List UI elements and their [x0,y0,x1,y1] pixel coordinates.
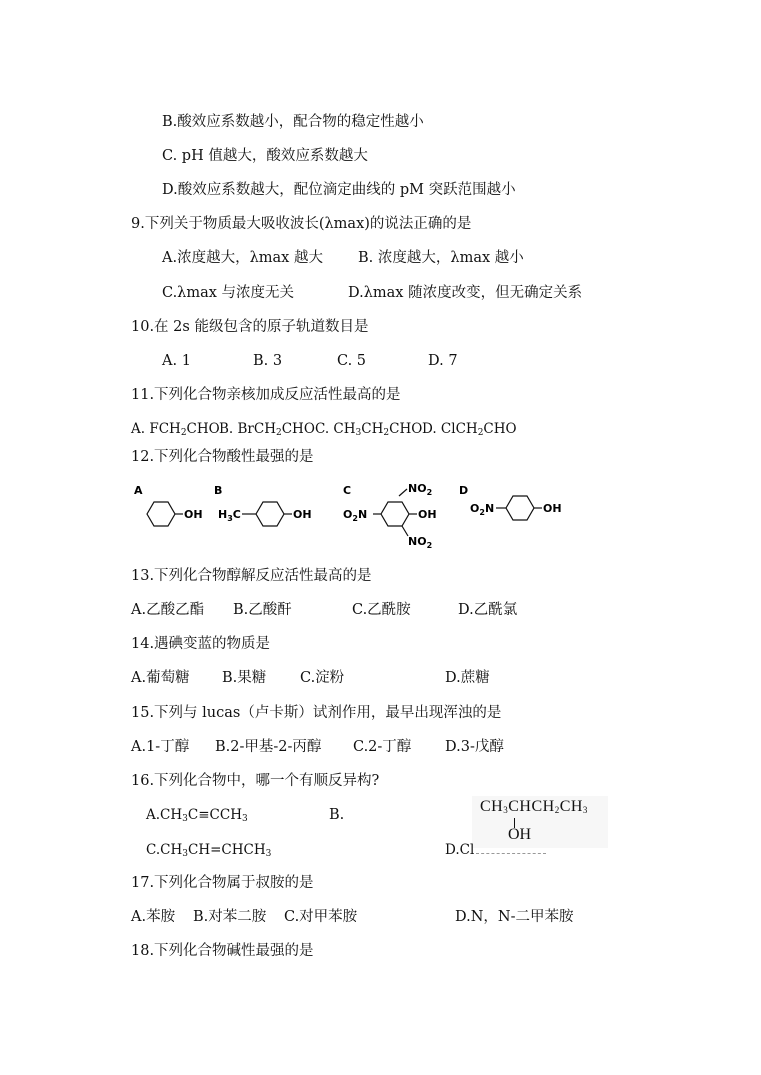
structure-chain: $CH_3CHCH_2CH_3$ [480,798,588,815]
q11-stem: 11.下列化合物亲核加成反应活性最高的是 [131,387,401,403]
q12-stem: 12.下列化合物酸性最强的是 [131,449,314,465]
q9-option-b: B. 浓度越大，λmax 越小 [358,250,524,266]
q10-option-a: A. 1 [162,353,191,369]
q9-option-c: C.λmax 与浓度无关 [162,285,295,301]
q16-option-b: B. [329,807,345,823]
svg-text:NO2: $NO_2$ [408,482,433,497]
q17-option-a: A.苯胺 [131,909,176,925]
q17-option-d: D.N，N-二甲苯胺 [455,909,574,925]
q13-stem: 13.下列化合物醇解反应活性最高的是 [131,568,372,584]
q12-label-a: A [134,484,143,497]
q16-option-a: $A.CH_3C\equiv CCH_3$ [146,807,248,824]
q17-stem: 17.下列化合物属于叔胺的是 [131,875,314,891]
q11-option-d: D. ClCH$_2$CHO [422,421,517,438]
q14-stem: 14.遇碘变蓝的物质是 [131,636,271,652]
q11-option-a: A. $FCH_2CHO$ [131,421,220,438]
q8-option-b: B.酸效应系数越小，配合物的稳定性越小 [162,114,424,130]
picric-acid-structure [343,482,437,550]
q14-option-b: B.果糖 [222,670,267,686]
q13-option-b: B.乙酸酐 [233,602,292,618]
q16-stem: 16.下列化合物中，哪一个有顺反异构? [131,773,380,789]
truncated-structure [476,845,546,854]
structure-oh: OH [508,826,532,843]
q17-option-c: C.对甲苯胺 [284,909,358,925]
q14-option-a: A.葡萄糖 [131,670,190,686]
q14-option-c: C.淀粉 [300,670,345,686]
q13-option-a: A.乙酸乙酯 [131,602,205,618]
q15-option-b: B.2-甲基-2-丙醇 [215,739,322,755]
svg-text:NO2: $NO_2$ [408,535,433,550]
q12-label-c: C [343,484,352,497]
svg-text:OH: OH [418,508,437,521]
q18-stem: 18.下列化合物碱性最强的是 [131,943,314,959]
svg-text:OH: OH [293,508,312,521]
h3c-label: $H_3C$ [218,508,241,523]
q12-label-d: D [459,484,469,497]
q8-option-c: C. pH 值越大，酸效应系数越大 [162,148,368,164]
q9-option-a: A.浓度越大，λmax 越大 [162,250,323,266]
q15-option-d: D.3-戊醇 [445,739,504,755]
q13-option-d: D.乙酰氯 [458,602,518,618]
q10-option-c: C. 5 [337,353,367,369]
svg-text:O2N: $O_2N$ [343,508,368,523]
q10-option-d: D. 7 [428,353,458,369]
q15-option-a: A.1-丁醇 [131,739,190,755]
q9-option-d: D.λmax 随浓度改变，但无确定关系 [348,285,583,301]
q9-stem: 9.下列关于物质最大吸收波长(λmax)的说法正确的是 [131,216,472,232]
q13-option-c: C.乙酰胺 [352,602,411,618]
p-cresol-structure [218,502,312,526]
q11-option-c: C. $CH_3CH_2CHO$ [315,421,423,438]
svg-text:O2N: $O_2N$ [470,502,495,517]
q8-option-d: D.酸效应系数越大，配位滴定曲线的 pM 突跃范围越小 [162,182,516,198]
q16-option-d: D.Cl [445,840,546,860]
q12-structures [125,478,595,558]
q15-stem: 15.下列与 lucas（卢卡斯）试剂作用，最早出现浑浊的是 [131,705,502,721]
q11-option-b: B. BrCH$_2$CHO [219,421,315,438]
q10-option-b: B. 3 [253,353,283,369]
phenol-structure [147,502,203,526]
svg-text:OH: OH [184,508,203,521]
q14-option-d: D.蔗糖 [445,670,490,686]
p-nitrophenol-structure [470,496,562,520]
svg-text:OH: OH [543,502,562,515]
q10-stem: 10.在 2s 能级包含的原子轨道数目是 [131,319,369,335]
q15-option-c: C.2-丁醇 [353,739,412,755]
q16-option-c: $C.CH_3CH=CHCH_3$ [146,842,272,859]
q12-label-b: B [214,484,223,497]
q17-option-b: B.对苯二胺 [193,909,267,925]
